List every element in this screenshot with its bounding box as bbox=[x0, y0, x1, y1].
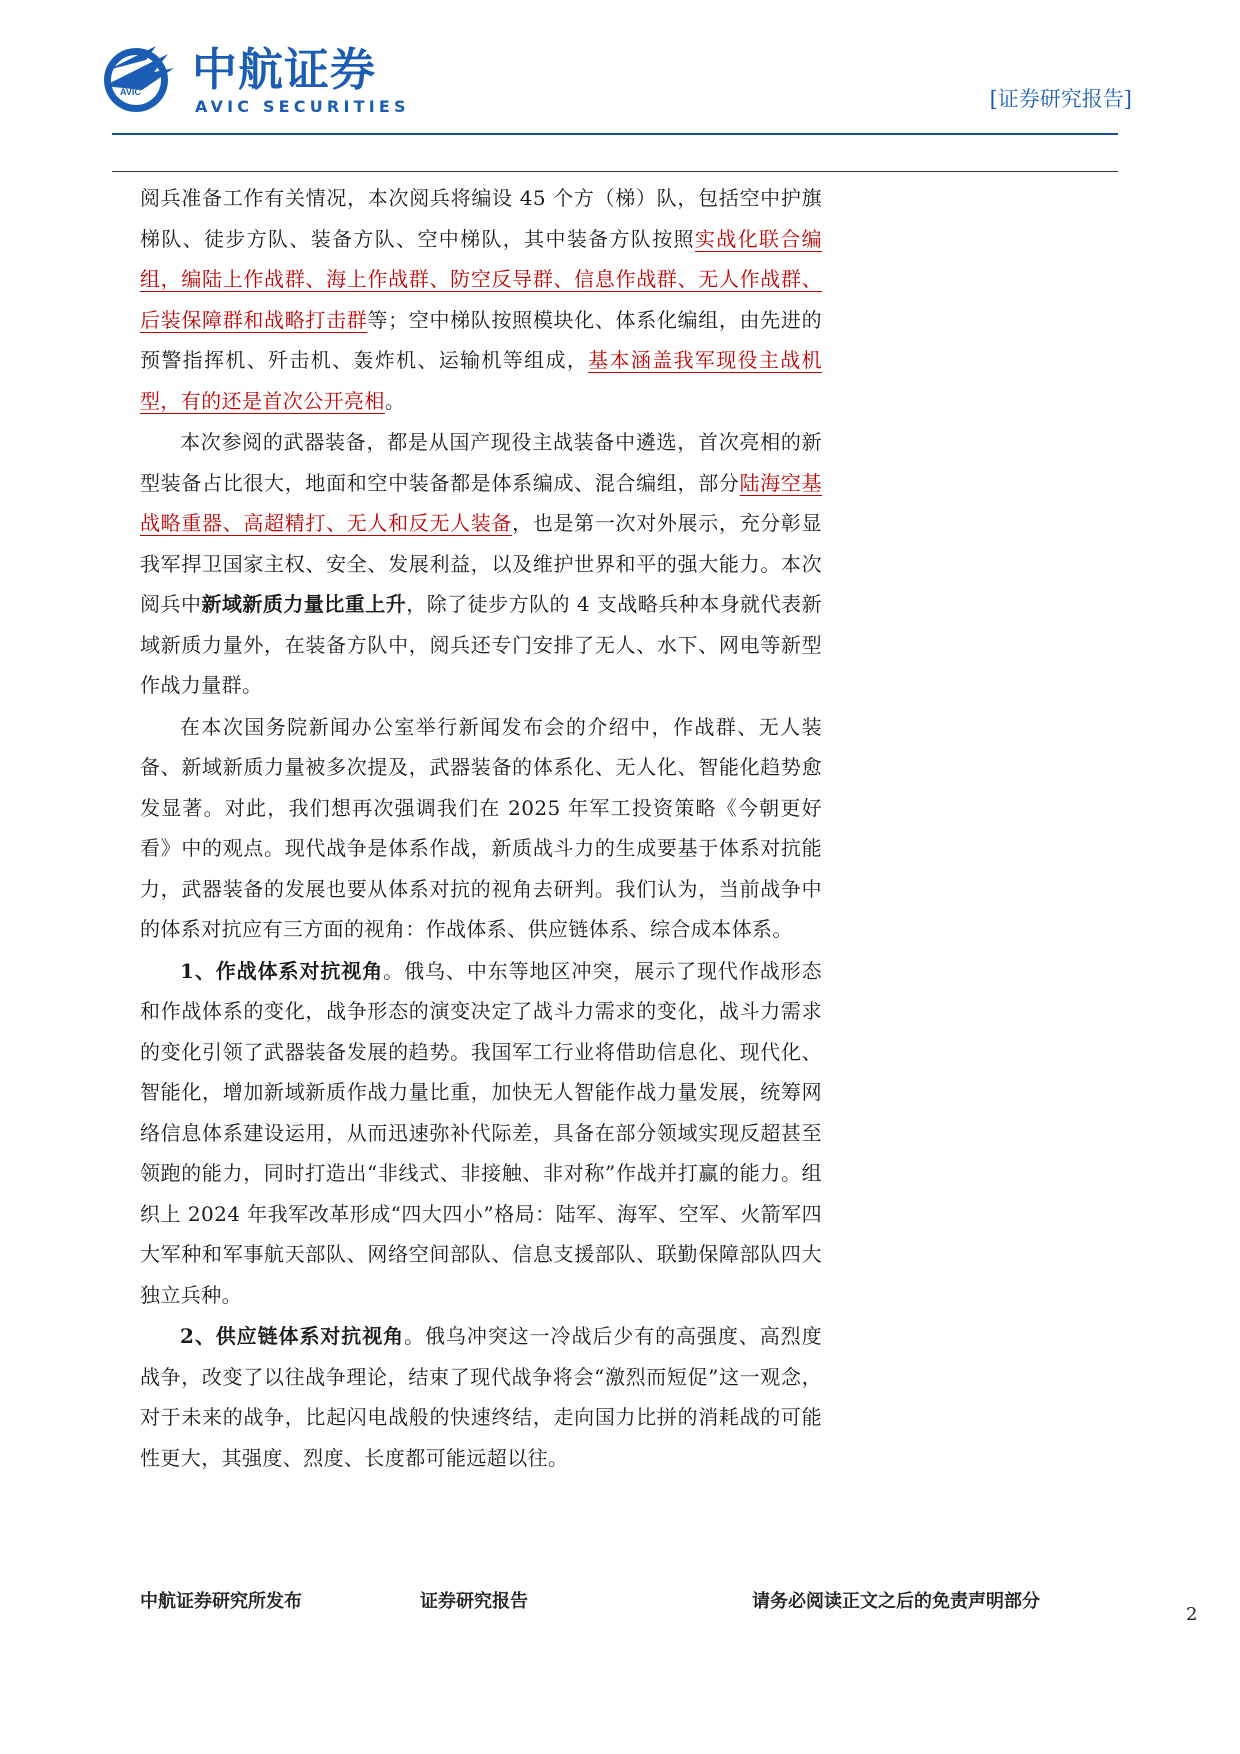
report-body bbox=[140, 178, 822, 1479]
footer-disclaimer: 请务必阅读正文之后的免责声明部分 bbox=[752, 1591, 1040, 1612]
paragraph-text: ，除了徒步方队的 4 支战略兵种本身就代表新域新质力量外，在装备方队中，阅兵还专门安排了无人、水下、网电等新型作战力量群。 bbox=[140, 592, 823, 697]
highlight-text: 陆海空基战略重器、高超精打、无人和反无人装备 bbox=[140, 470, 822, 535]
paragraph-text: 等；空中梯队按照模块化、体系化编组，由先进的预警指挥机、歼击机、轰炸机、运输机等组成， bbox=[140, 307, 822, 372]
paragraph-system-view: 在本次国务院新闻办公室举行新闻发布会的介绍中，作战群、无人装备、新域新质力量被多次提及，武器装备的体系化、无人化、智能化趋势愈发显著。对此，我们想再次强调我们在 2025 年军工投资策略《今朝更好看》中的观点。现代战争是体系作战，新质战斗力的生成要基于体系对抗能力，武器装备的发展也要从体系对抗的视角去研判。我们认为，当前战争中的体系对抗应有三方面的视角：作战体系、供应链体系、综合成本体系。 bbox=[140, 714, 822, 941]
paragraph-text: 本次参阅的武器装备，都是从国产现役主战装备中遴选，首次亮相的新型装备占比很大，地面和空中装备都是体系编成、混合编组，部分 bbox=[140, 430, 822, 495]
paragraph-weapons bbox=[140, 422, 822, 706]
content-top-rule bbox=[112, 171, 1118, 172]
paragraph-supply-chain bbox=[140, 1316, 822, 1478]
bold-text: 新域新质力量比重上升 bbox=[201, 592, 407, 616]
logo-emblem-text: AVIC bbox=[120, 87, 141, 97]
highlight-text: 实战化联合编组，编陆上作战群、海上作战群、防空反导群、信息作战群、无人作战群、后装保障群和战略打击群 bbox=[140, 226, 822, 332]
paragraph-text: 。俄乌冲突这一冷战后少有的高强度、高烈度战争，改变了以往战争理论，结束了现代战争将会“激烈而短促”这一观念，对于未来的战争，比起闪电战般的快速终结，走向国力比拼的消耗战的可能性更大，其强度、烈度、长度都可能远超以往。 bbox=[140, 1324, 822, 1470]
section-heading: 2、供应链体系对抗视角 bbox=[180, 1324, 405, 1348]
brand-name: 中航证券 bbox=[192, 43, 377, 96]
footer-publisher: 中航证券研究所发布 bbox=[140, 1591, 302, 1612]
page-header bbox=[0, 0, 1240, 160]
paragraph-text: 。 bbox=[384, 388, 406, 413]
paragraph-parade-formation bbox=[140, 178, 822, 421]
paragraph-combat-system bbox=[140, 951, 822, 1316]
header-rule bbox=[112, 133, 1118, 135]
page-number: 2 bbox=[1186, 1604, 1198, 1625]
highlight-text: 基本涵盖我军现役主战机型，有的还是首次公开亮相 bbox=[140, 348, 822, 413]
paragraph-text: 。俄乌、中东等地区冲突，展示了现代作战形态和作战体系的变化，战争形态的演变决定了战斗力需求的变化，战斗力需求的变化引领了武器装备发展的趋势。我国军工行业将借助信息化、现代化、智能化，增加新域新质作战力量比重，加快无人智能作战力量发展，统筹网络信息体系建设运用，从而迅速弥补代际差，具备在部分领域实现反超甚至领跑的能力，同时打造出“非线式、非接触、非对称”作战并打赢的能力。组织上 2024 年我军改革形成“四大四小”格局：陆军、海军、空军、火箭军四大军种和军事航天部队、网络空间部队、信息支援部队、联勤保障部队四大独立兵种。 bbox=[140, 958, 822, 1307]
avic-logo-icon bbox=[98, 40, 176, 116]
paragraph-text: ，也是第一次对外展示，充分彰显我军捍卫国家主权、安全、发展利益，以及维护世界和平的强大能力。本次阅兵中 bbox=[140, 511, 823, 616]
report-type-tag: [证券研究报告] bbox=[989, 87, 1132, 111]
paragraph-text: 阅兵准备工作有关情况，本次阅兵将编设 45 个方（梯）队，包括空中护旗梯队、徒步方队、装备方队、空中梯队，其中装备方队按照 bbox=[140, 186, 822, 251]
brand-subtitle: AVIC SECURITIES bbox=[195, 97, 410, 116]
footer-report-type: 证券研究报告 bbox=[420, 1591, 528, 1612]
section-heading: 1、作战体系对抗视角 bbox=[180, 958, 384, 983]
